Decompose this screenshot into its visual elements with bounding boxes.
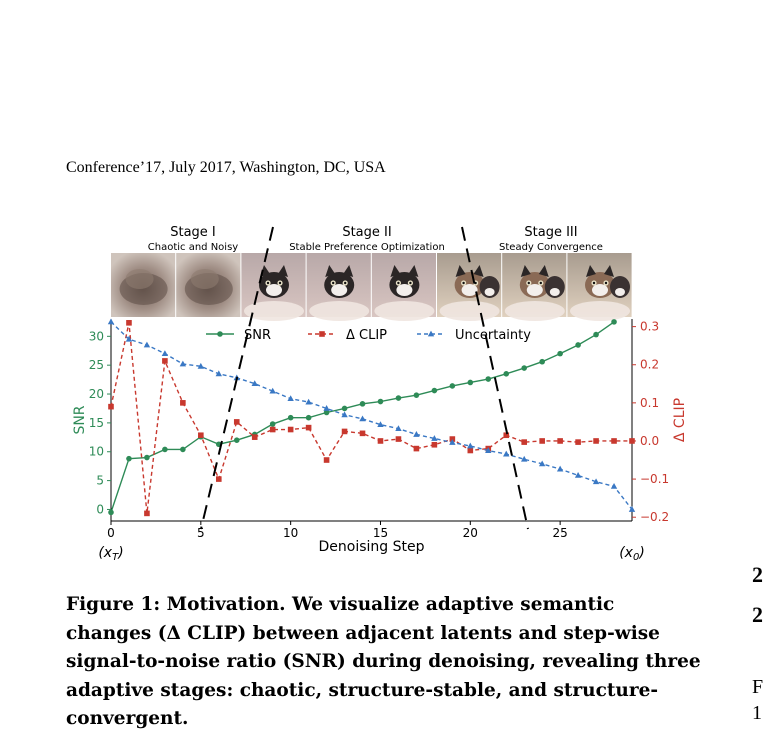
y-left-tick-label: 25 — [88, 358, 104, 373]
data-point — [144, 511, 150, 517]
data-point — [319, 331, 325, 337]
data-point — [108, 404, 114, 410]
data-point — [305, 399, 311, 405]
data-point — [611, 483, 617, 489]
data-point — [557, 438, 563, 444]
y-right-tick-label: −0.1 — [640, 472, 670, 487]
y-right-axis-label: Δ CLIP — [672, 397, 688, 443]
y-left-tick-label: 15 — [88, 415, 104, 430]
series-uncertainty — [108, 318, 635, 511]
data-point — [629, 438, 635, 444]
data-point — [162, 447, 168, 453]
data-point — [306, 425, 312, 431]
y-left-tick-label: 30 — [88, 329, 104, 344]
data-point — [108, 510, 114, 516]
data-point — [217, 331, 223, 337]
data-point — [575, 342, 581, 348]
data-point — [180, 361, 186, 367]
edge-text-4: 1 — [752, 702, 762, 724]
data-point — [503, 451, 509, 457]
y-left-tick-label: 0 — [96, 502, 104, 517]
y-right-tick-label: 0.3 — [640, 319, 660, 334]
data-point — [180, 400, 186, 406]
data-point — [324, 457, 330, 463]
data-point — [432, 442, 438, 448]
data-point — [359, 415, 365, 421]
data-point — [450, 383, 456, 389]
data-point — [432, 388, 438, 394]
edge-text-2: 2 — [752, 602, 763, 627]
data-point — [413, 431, 419, 437]
data-point — [593, 438, 599, 444]
data-point — [378, 438, 384, 444]
stage-thumbnail — [372, 253, 436, 321]
stage-thumbnail — [111, 253, 175, 317]
data-point — [468, 448, 474, 454]
data-point — [108, 318, 114, 324]
legend-label: SNR — [244, 328, 272, 343]
x-tick-label: 10 — [283, 526, 299, 540]
legend — [206, 328, 531, 343]
legend-label: Uncertainty — [455, 328, 531, 343]
data-point — [611, 319, 617, 325]
stage-1-title: Stage I — [170, 225, 216, 240]
data-point — [162, 358, 168, 364]
data-point — [270, 421, 276, 427]
y-right-tick-label: 0.2 — [640, 357, 660, 372]
stage-3-title: Stage III — [524, 225, 578, 240]
stage-1-subtitle: Chaotic and Noisy — [147, 242, 239, 253]
stage-image-strip — [111, 253, 632, 321]
x-tick-label: 15 — [372, 526, 389, 540]
stage-thumbnail — [502, 253, 566, 321]
data-point — [414, 446, 420, 452]
x-start-label: $(x_T)$ — [98, 545, 124, 563]
y-left-tick-label: 5 — [96, 473, 104, 488]
edge-text-3: F — [752, 676, 763, 698]
series-line — [111, 323, 632, 514]
x-end-label: $(x_0)$ — [619, 545, 645, 563]
stage-thumbnail — [307, 253, 371, 321]
stage-3-subtitle: Steady Convergence — [499, 242, 603, 253]
data-point — [629, 506, 635, 512]
data-point — [593, 332, 599, 338]
data-point — [288, 427, 294, 433]
stage-2-subtitle: Stable Preference Optimization — [289, 242, 445, 253]
data-point — [360, 401, 366, 407]
figure-caption: Figure 1: Motivation. We visualize adaptive semantic changes (Δ CLIP) between adjacent latents and step-wise signal-to-noise ratio (SNR) during denoising, revealing three adaptive stages: chaotic, structure-stable, and structure-convergent. — [66, 594, 701, 729]
data-point — [414, 392, 420, 398]
y-left-tick-label: 10 — [88, 444, 104, 459]
x-tick-label: 25 — [552, 526, 568, 540]
data-point — [611, 438, 617, 444]
data-point — [144, 342, 150, 348]
stage-2-title: Stage II — [342, 225, 392, 240]
x-axis-label: Denoising Step — [318, 539, 425, 555]
y-left-axis-label: SNR — [72, 405, 88, 435]
data-point — [288, 415, 294, 421]
stage-thumbnail — [176, 253, 240, 317]
stage-thumbnail — [567, 253, 631, 321]
data-point — [342, 429, 348, 435]
data-point — [575, 439, 581, 445]
data-point — [270, 427, 276, 433]
y-right-tick-label: −0.2 — [640, 510, 670, 525]
data-point — [252, 434, 258, 440]
data-point — [216, 476, 222, 482]
data-point — [126, 320, 132, 326]
data-point — [378, 399, 384, 405]
data-point — [234, 437, 240, 443]
data-point — [306, 415, 312, 421]
data-point — [360, 431, 366, 437]
data-point — [342, 406, 348, 412]
data-point — [521, 439, 527, 445]
data-point — [539, 359, 545, 365]
data-point — [539, 438, 545, 444]
data-point — [521, 365, 527, 371]
data-point — [144, 455, 150, 461]
data-point — [126, 456, 132, 462]
x-tick-label: 0 — [107, 526, 115, 540]
stage-thumbnail — [241, 253, 305, 321]
figure-1 — [0, 215, 760, 615]
series-line — [111, 322, 632, 510]
y-left-tick-label: 20 — [88, 387, 104, 402]
data-point — [467, 443, 473, 449]
running-header: Conference’17, July 2017, Washington, DC, USA — [66, 159, 386, 176]
data-point — [396, 395, 402, 401]
data-point — [557, 466, 563, 472]
data-point — [396, 436, 402, 442]
data-point — [468, 380, 474, 386]
edge-text-1: 2 — [752, 562, 763, 587]
data-point — [503, 371, 509, 377]
x-tick-label: 5 — [197, 526, 205, 540]
data-point — [557, 351, 563, 357]
data-point — [485, 376, 491, 382]
data-point — [198, 432, 204, 438]
stage-thumbnail — [437, 253, 501, 321]
series-clip — [108, 320, 635, 516]
y-right-tick-label: 0.1 — [640, 395, 660, 410]
data-point — [234, 419, 240, 425]
data-point — [180, 447, 186, 453]
y-right-tick-label: 0.0 — [640, 433, 660, 448]
data-point — [162, 350, 168, 356]
x-tick-label: 20 — [462, 526, 478, 540]
legend-label: Δ CLIP — [346, 328, 388, 343]
